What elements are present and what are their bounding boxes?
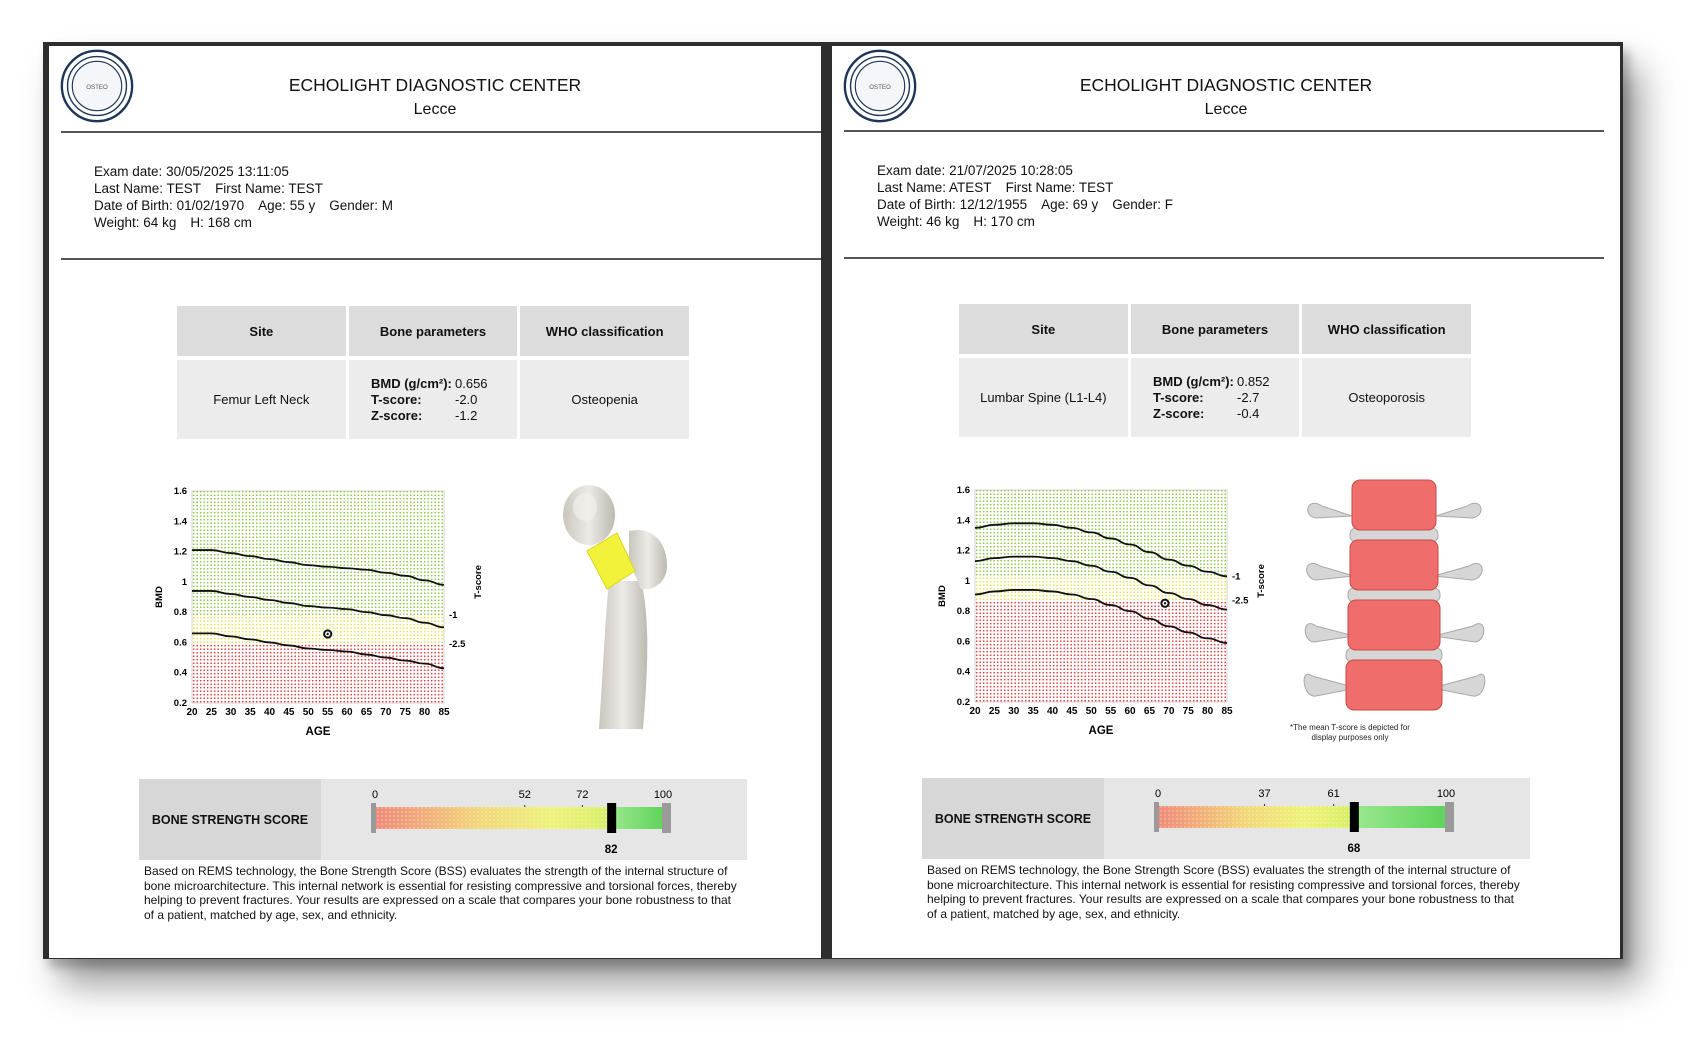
bss-label: BONE STRENGTH SCORE: [139, 779, 321, 860]
zone-normal: [975, 490, 1227, 576]
results-table: [177, 306, 689, 439]
table-header-site: Site: [177, 306, 346, 356]
last-name: TEST: [166, 181, 202, 196]
x-tick-label: 80: [419, 707, 431, 718]
y-tick-label: 0.2: [956, 697, 970, 708]
table-header-who: WHO classification: [1302, 304, 1471, 354]
height: 168 cm: [207, 215, 252, 230]
height: 170 cm: [990, 214, 1035, 229]
y-tick-label: 0.2: [173, 698, 187, 709]
x-tick-label: 40: [263, 707, 276, 718]
x-axis-label: AGE: [1088, 725, 1114, 737]
y-tick-label: 1.4: [173, 516, 187, 528]
bss-tick-label: 61: [1327, 788, 1340, 800]
x-tick-label: 70: [1163, 706, 1175, 717]
svg-text:OSTEO: OSTEO: [86, 83, 108, 91]
exam-date: 21/07/2025 10:28:05: [949, 163, 1073, 178]
y2-axis-label: T-score: [473, 565, 484, 599]
x-tick-label: 30: [1008, 706, 1020, 717]
divider: [844, 257, 1604, 259]
bss-scale: [321, 779, 747, 860]
y2-axis-label: T-score: [1256, 564, 1267, 598]
table-header-site: Site: [959, 304, 1128, 354]
lumbar-spine-icon: [1302, 476, 1487, 711]
table-header-bone-parameters: Bone parameters: [1131, 304, 1300, 354]
weight: 64 kg: [143, 215, 177, 230]
site-value: Femur Left Neck: [177, 360, 346, 439]
t-score-value: -2.7: [1237, 390, 1260, 405]
date-of-birth: 01/02/1970: [176, 198, 245, 213]
x-tick-label: 55: [1105, 706, 1117, 717]
y-tick-label: 1.4: [956, 515, 970, 527]
bss-bar-end-cap: [662, 803, 671, 833]
patient-info: Exam date: 21/07/2025 10:28:05 Last Name: ATEST First Name: TEST Date of Birth: 12/12/1955 Age: 69 y Gender: F Weight: 46 kg H: 170 cm: [877, 163, 1174, 229]
site-value: Lumbar Spine (L1-L4): [959, 358, 1128, 437]
bss-score-marker: [1350, 802, 1359, 832]
t-score-threshold-label: -1: [449, 610, 458, 622]
x-tick-label: 25: [205, 707, 217, 718]
x-tick-label: 40: [1046, 706, 1059, 717]
y-tick-label: 1: [964, 575, 970, 587]
y-tick-label: 0.4: [173, 667, 187, 679]
y-axis-label: BMD: [154, 586, 165, 608]
bss-description: Based on REMS technology, the Bone Strength Score (BSS) evaluates the strength of the internal structure of bone microarchitecture. This internal network is essential for resisting compressive and torsional forces, thereby helping to prevent fractures. Your results are expressed on a scale that compares your bone robustness to that of a patient, matched by age, sex, and ethnicity.: [144, 864, 737, 922]
age: 55 y: [289, 198, 316, 213]
z-score-value: -1.2: [455, 408, 478, 423]
bone-strength-score-panel: [139, 779, 747, 860]
bss-bar-texture: [1158, 806, 1354, 828]
x-tick-label: 20: [969, 706, 981, 717]
bone-parameters-cell: BMD (g/cm²): 0.656 T-score: -2.0 Z-score: -1.2: [349, 360, 518, 439]
divider: [61, 258, 821, 260]
bss-bar-start-cap: [371, 803, 376, 833]
y-tick-label: 0.6: [956, 636, 970, 648]
date-of-birth: 12/12/1955: [959, 197, 1028, 212]
bss-tick-label: 100: [653, 789, 673, 801]
table-header-who: WHO classification: [520, 306, 689, 356]
gender: F: [1164, 197, 1174, 212]
y-tick-label: 1: [181, 576, 187, 588]
bss-label: BONE STRENGTH SCORE: [922, 778, 1104, 859]
x-tick-label: 45: [283, 707, 295, 718]
x-tick-label: 60: [1124, 706, 1136, 717]
x-tick-label: 35: [244, 707, 256, 718]
bss-score-marker: [607, 803, 616, 833]
who-classification-value: Osteoporosis: [1302, 358, 1471, 437]
report-page-right: [832, 46, 1620, 958]
x-tick-label: 50: [1085, 706, 1097, 717]
t-score-threshold-label: -1: [1232, 571, 1241, 583]
x-tick-label: 75: [399, 707, 411, 718]
patient-point-center: [326, 633, 328, 635]
table-header-bone-parameters: Bone parameters: [349, 306, 518, 356]
center-name: ECHOLIGHT DIAGNOSTIC CENTER: [288, 75, 582, 95]
bss-tick-label: 0: [371, 789, 379, 801]
x-tick-label: 85: [438, 707, 450, 718]
exam-date: 30/05/2025 13:11:05: [166, 164, 289, 179]
y-tick-label: 0.6: [173, 637, 187, 649]
x-tick-label: 50: [302, 707, 314, 718]
bss-description: Based on REMS technology, the Bone Strength Score (BSS) evaluates the strength of the internal structure of bone microarchitecture. This internal network is essential for resisting compressive and torsional forces, thereby helping to prevent fractures. Your results are expressed on a scale that compares your bone robustness to that of a patient, matched by age, sex, and ethnicity.: [927, 863, 1520, 921]
x-tick-label: 25: [988, 706, 1000, 717]
age: 69 y: [1072, 197, 1099, 212]
y-tick-label: 1.2: [956, 545, 970, 557]
who-classification-value: Osteopenia: [520, 360, 689, 439]
x-tick-label: 65: [1143, 706, 1156, 717]
patient-info: Exam date: 30/05/2025 13:11:05 Last Name: TEST First Name: TEST Date of Birth: 01/02/1970 Age: 55 y Gender: M Weight: 64 kg H: 168 cm: [94, 164, 394, 230]
y-tick-label: 1.6: [173, 486, 187, 497]
x-tick-label: 60: [341, 707, 353, 718]
t-score-threshold-label: -2.5: [449, 638, 466, 650]
t-score-value: -2.0: [455, 392, 478, 407]
results-table: [959, 304, 1471, 437]
bss-bar-above: [611, 807, 663, 829]
x-tick-label: 55: [322, 707, 334, 718]
x-tick-label: 80: [1202, 706, 1214, 717]
bss-bar-start-cap: [1154, 802, 1159, 832]
bmd-value: 0.852: [1237, 374, 1270, 389]
center-city: Lecce: [413, 101, 457, 118]
bmd-age-chart: [49, 466, 609, 806]
last-name: ATEST: [949, 180, 992, 195]
bss-tick-label: 0: [1154, 788, 1162, 800]
t-score-threshold-label: -2.5: [1232, 595, 1249, 607]
divider: [844, 130, 1604, 132]
bss-tick-label: 100: [1436, 788, 1456, 800]
x-tick-label: 45: [1066, 706, 1078, 717]
bss-score-label: 68: [1347, 843, 1361, 855]
zone-osteopenia: [975, 576, 1227, 600]
y-tick-label: 0.4: [956, 666, 970, 678]
gender: M: [381, 198, 394, 213]
bone-strength-score-panel: [922, 778, 1530, 859]
x-tick-label: 30: [225, 707, 237, 718]
first-name: TEST: [1078, 180, 1114, 195]
bss-score-label: 82: [604, 844, 618, 856]
x-tick-label: 35: [1027, 706, 1039, 717]
first-name: TEST: [288, 181, 323, 196]
zone-osteopenia: [192, 615, 444, 644]
bss-scale: [1104, 778, 1530, 859]
bss-tick-label: 72: [576, 789, 589, 801]
x-tick-label: 85: [1221, 706, 1233, 717]
z-score-value: -0.4: [1237, 406, 1260, 421]
center-city: Lecce: [1204, 101, 1248, 118]
bss-bar-above: [1354, 806, 1446, 828]
bone-parameters-cell: BMD (g/cm²): 0.852 T-score: -2.7 Z-score: -0.4: [1131, 358, 1300, 437]
bss-bar-end-cap: [1445, 802, 1454, 832]
y-tick-label: 0.8: [956, 606, 970, 618]
bss-tick-label: 52: [518, 789, 531, 801]
zone-osteoporosis: [192, 644, 444, 703]
weight: 46 kg: [926, 214, 960, 229]
bss-bar-texture: [375, 807, 611, 829]
x-tick-label: 75: [1182, 706, 1194, 717]
y-tick-label: 1.6: [956, 485, 970, 496]
divider: [61, 131, 821, 133]
t-score-note: *The mean T-score is depicted for display purposes only: [1290, 723, 1410, 742]
x-tick-label: 20: [186, 707, 198, 718]
x-tick-label: 65: [360, 707, 373, 718]
y-tick-label: 0.8: [173, 607, 187, 619]
x-axis-label: AGE: [305, 726, 331, 738]
patient-point-center: [1164, 602, 1166, 604]
bss-tick-label: 37: [1258, 788, 1271, 800]
zone-osteoporosis: [975, 601, 1227, 702]
y-axis-label: BMD: [937, 585, 948, 607]
femur-icon: [559, 471, 689, 731]
y-tick-label: 1.2: [173, 546, 187, 558]
x-tick-label: 70: [380, 707, 392, 718]
report-page-left: [49, 46, 821, 958]
svg-text:OSTEO: OSTEO: [869, 83, 891, 91]
center-name: ECHOLIGHT DIAGNOSTIC CENTER: [1079, 75, 1373, 95]
bmd-value: 0.656: [455, 376, 488, 391]
